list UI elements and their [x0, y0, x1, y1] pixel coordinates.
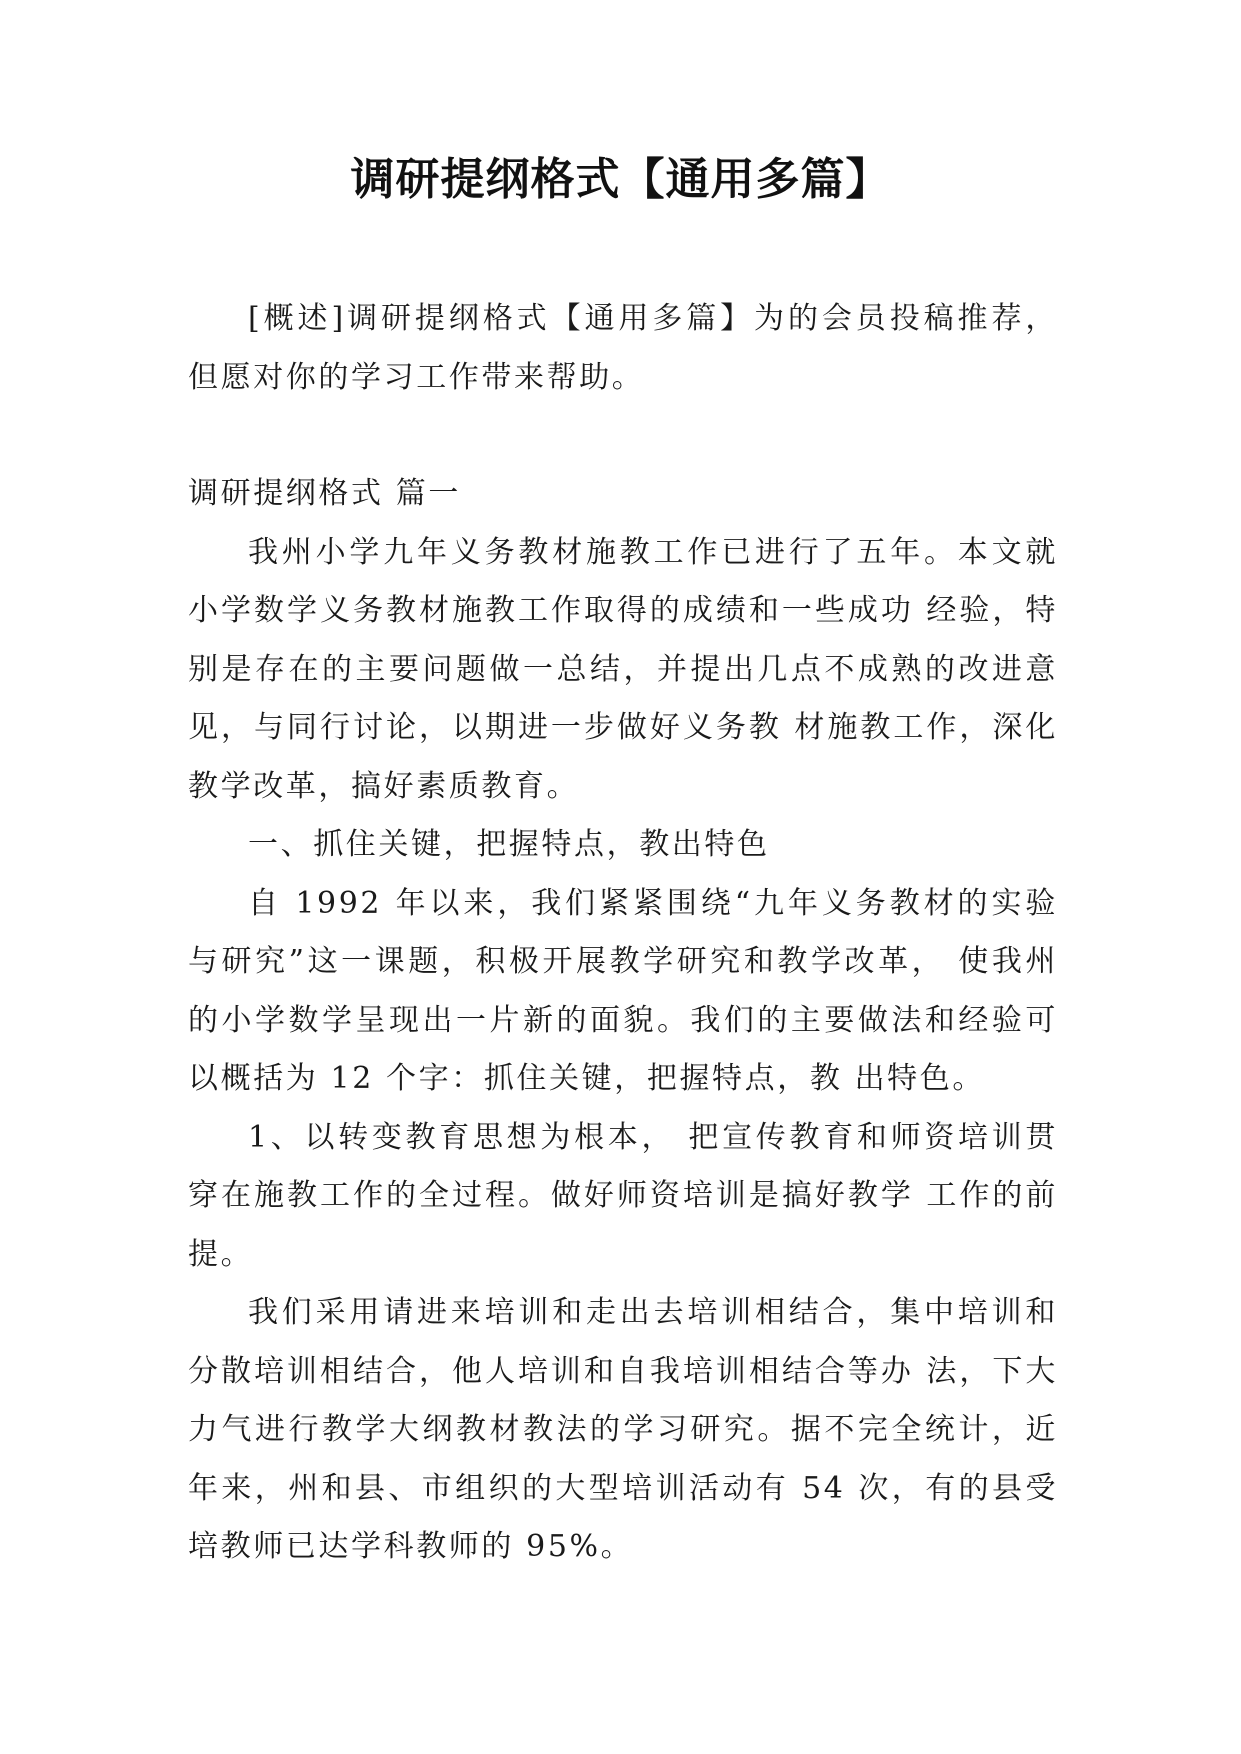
- body-paragraph: 1、以转变教育思想为根本， 把宣传教育和师资培训贯穿在施教工作的全过程。做好师资培训是搞好教学 工作的前提。: [188, 1119, 1058, 1272]
- body-paragraph: 我们采用请进来培训和走出去培训相结合，集中培训和分散培训相结合，他人培训和自我培训相结合等办 法，下大力气进行教学大纲教材教法的学习研究。据不完全统计，近年来，州和县、市组织的大型培训活动有 54 次，有的县受培教师已达学科教师的 95%。: [188, 1295, 1058, 1564]
- document-title: 调研提纲格式【通用多篇】: [350, 154, 891, 205]
- document-body: [188, 290, 1058, 1577]
- body-paragraph: 自 1992 年以来，我们紧紧围绕“九年义务教材的实验与研究”这一课题，积极开展教学研究和教学改革， 使我州的小学数学呈现出一片新的面貌。我们的主要做法和经验可以概括为 12 个字：抓住关键，把握特点，教 出特色。: [188, 885, 1058, 1096]
- subsection-heading: 一、抓住关键，把握特点，教出特色: [248, 827, 770, 862]
- summary-paragraph: [概述]调研提纲格式【通用多篇】为的会员投稿推荐，但愿对你的学习工作带来帮助。: [188, 301, 1058, 395]
- spacer: [188, 407, 1058, 465]
- section-heading: 调研提纲格式 篇一: [188, 476, 461, 511]
- body-paragraph: 我州小学九年义务教材施教工作已进行了五年。本文就小学数学义务教材施教工作取得的成绩和一些成功 经验，特别是存在的主要问题做一总结，并提出几点不成熟的改进意见，与同行讨论，以期进一步做好义务教 材施教工作，深化教学改革，搞好素质教育。: [188, 534, 1058, 804]
